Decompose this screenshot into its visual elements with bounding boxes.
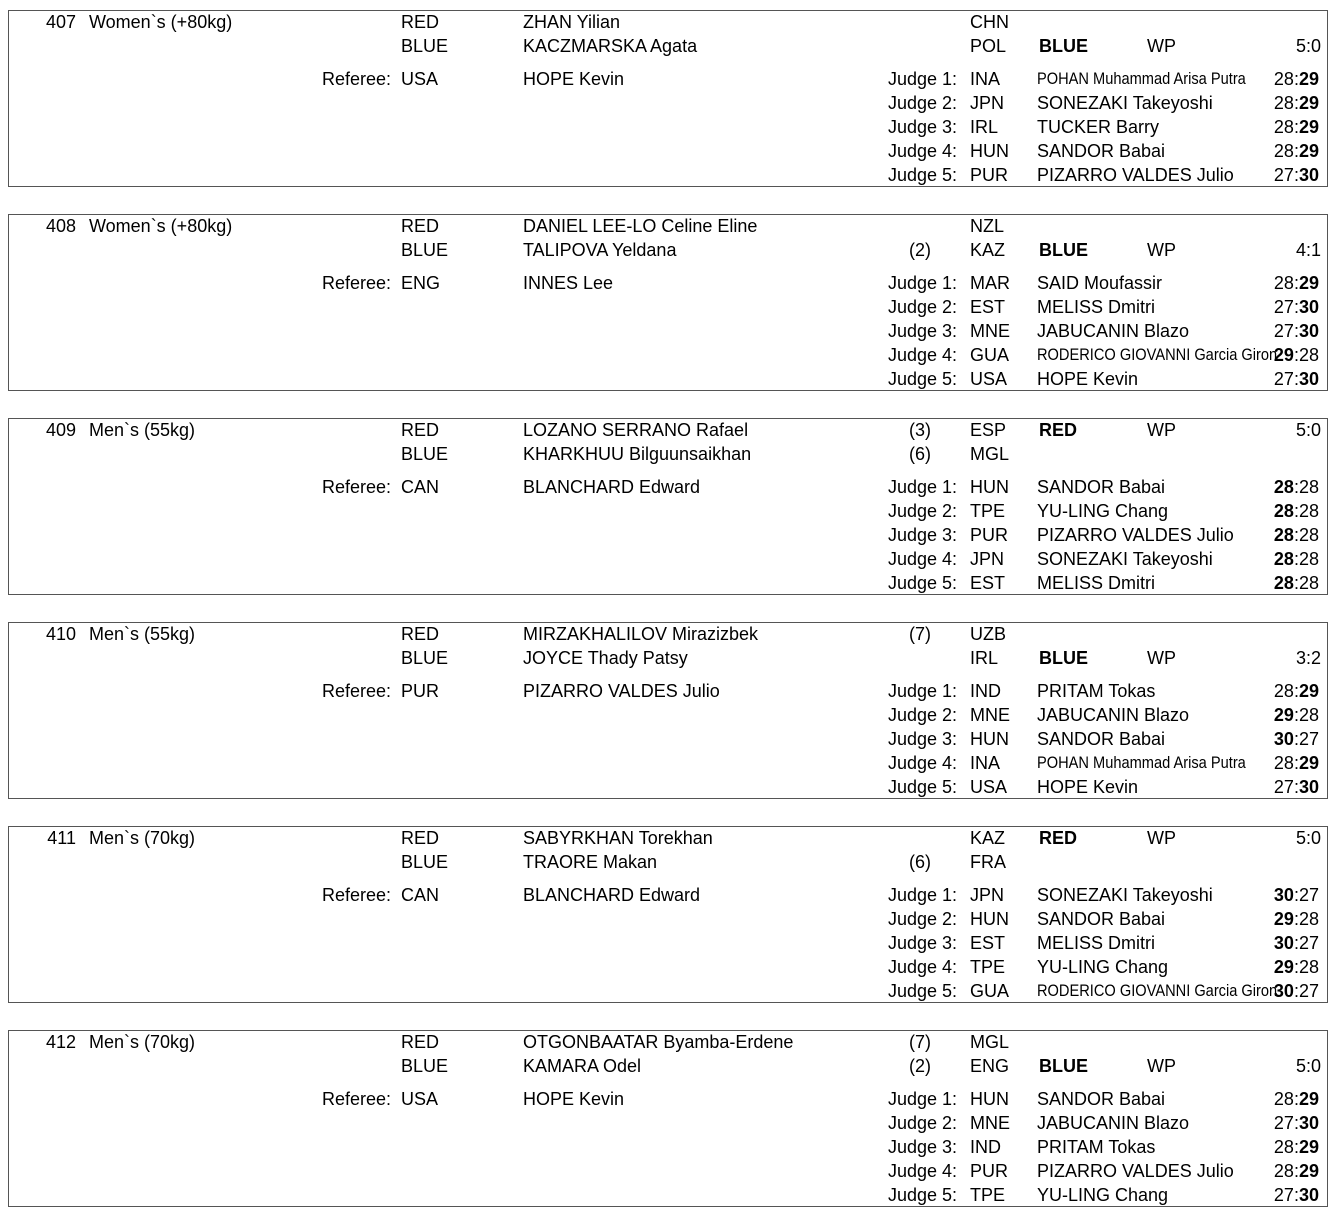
referee-label: Referee: xyxy=(321,69,391,89)
judge-name: SANDOR Babai xyxy=(1037,141,1166,161)
judge-country: EST xyxy=(970,933,1006,953)
judge-label: Judge 5: xyxy=(887,369,957,389)
judge-label: Judge 3: xyxy=(887,729,957,749)
judge-score: 29:28 xyxy=(1273,957,1319,977)
judge-score: 28:29 xyxy=(1273,1089,1319,1109)
judge-country: JPN xyxy=(970,885,1005,905)
judge-name: PRITAM Tokas xyxy=(1037,1137,1156,1157)
judge-label: Judge 5: xyxy=(887,165,957,185)
judge-name: POHAN Muhammad Arisa Putra xyxy=(1037,753,1246,772)
judge-country: HUN xyxy=(970,477,1009,497)
referee-name: INNES Lee xyxy=(523,273,614,293)
blue-score: 27 xyxy=(1298,933,1319,953)
judge-name: RODERICO GIOVANNI Garcia Giron xyxy=(1037,345,1278,364)
judge-country: INA xyxy=(970,753,1001,773)
judge-country: TPE xyxy=(970,501,1006,521)
judge-label: Judge 3: xyxy=(887,933,957,953)
judge-name: PIZARRO VALDES Julio xyxy=(1037,525,1234,545)
red-seed: (7) xyxy=(909,1032,931,1052)
blue-country: IRL xyxy=(970,648,999,668)
judge-score: 27:30 xyxy=(1273,165,1319,185)
winner-corner: BLUE xyxy=(1039,36,1088,56)
red-score: 28 xyxy=(1273,681,1294,701)
red-score: 28 xyxy=(1273,549,1294,569)
judge-label: Judge 3: xyxy=(887,321,957,341)
judge-score: 30:27 xyxy=(1273,933,1319,953)
judge-score: 28:29 xyxy=(1273,681,1319,701)
red-score: 27 xyxy=(1273,297,1294,317)
red-score: 29 xyxy=(1273,705,1294,725)
judge-name: YU-LING Chang xyxy=(1037,501,1169,521)
judge-name: MELISS Dmitri xyxy=(1037,297,1156,317)
red-score: 28 xyxy=(1273,501,1294,521)
decision-type: WP xyxy=(1147,36,1176,56)
judge-name: SAID Moufassir xyxy=(1037,273,1163,293)
judge-score: 28:29 xyxy=(1273,1137,1319,1157)
blue-score: 30 xyxy=(1298,165,1319,185)
bout-block xyxy=(8,826,1328,1003)
red-corner-label: RED xyxy=(401,420,440,440)
judge-name: RODERICO GIOVANNI Garcia Giron xyxy=(1037,981,1278,1000)
judge-country: HUN xyxy=(970,729,1009,749)
blue-corner-label: BLUE xyxy=(401,36,449,56)
judge-label: Judge 1: xyxy=(887,1089,957,1109)
red-country: NZL xyxy=(970,216,1005,236)
judge-label: Judge 2: xyxy=(887,705,957,725)
bout-number: 408 xyxy=(45,216,76,236)
referee-label: Referee: xyxy=(321,477,391,497)
judge-score: 28:28 xyxy=(1273,501,1319,521)
blue-score: 30 xyxy=(1298,1113,1319,1133)
blue-corner-label: BLUE xyxy=(401,1056,449,1076)
bout-block xyxy=(8,418,1328,595)
bout-number: 411 xyxy=(47,828,76,848)
blue-score: 29 xyxy=(1298,753,1319,773)
blue-corner-label: BLUE xyxy=(401,444,449,464)
decision-type: WP xyxy=(1147,240,1176,260)
referee-country: USA xyxy=(401,69,439,89)
judge-name: JABUCANIN Blazo xyxy=(1037,705,1190,725)
red-score: 29 xyxy=(1273,345,1294,365)
red-score: 28 xyxy=(1273,141,1294,161)
judge-score: 28:29 xyxy=(1273,141,1319,161)
red-score: 28 xyxy=(1273,273,1294,293)
blue-score: 27 xyxy=(1298,981,1319,1001)
blue-seed: (6) xyxy=(909,444,931,464)
judge-country: PUR xyxy=(970,1161,1009,1181)
judge-name: HOPE Kevin xyxy=(1037,777,1139,797)
judge-country: TPE xyxy=(970,957,1006,977)
blue-score: 28 xyxy=(1298,705,1319,725)
judge-score: 29:28 xyxy=(1273,705,1319,725)
judge-name: SONEZAKI Takeyoshi xyxy=(1037,549,1213,569)
judge-country: JPN xyxy=(970,549,1005,569)
judge-score: 28:28 xyxy=(1273,573,1319,593)
judge-name: PIZARRO VALDES Julio xyxy=(1037,165,1234,185)
red-score: 28 xyxy=(1273,1161,1294,1181)
judge-label: Judge 1: xyxy=(887,69,957,89)
bout-result: 5:0 xyxy=(1295,828,1321,848)
judge-label: Judge 4: xyxy=(887,1161,957,1181)
red-score: 27 xyxy=(1273,1113,1294,1133)
bout-category: Men`s (55kg) xyxy=(89,624,196,644)
blue-score: 29 xyxy=(1298,117,1319,137)
blue-score: 28 xyxy=(1298,525,1319,545)
judge-country: EST xyxy=(970,297,1006,317)
referee-label: Referee: xyxy=(321,681,391,701)
red-country: MGL xyxy=(970,1032,1010,1052)
bout-number: 409 xyxy=(45,420,76,440)
bout-block xyxy=(8,214,1328,391)
referee-name: BLANCHARD Edward xyxy=(523,477,701,497)
bout-result: 5:0 xyxy=(1295,36,1321,56)
referee-label: Referee: xyxy=(321,1089,391,1109)
red-score: 29 xyxy=(1273,909,1294,929)
judge-label: Judge 3: xyxy=(887,1137,957,1157)
red-corner-label: RED xyxy=(401,1032,440,1052)
red-boxer-name: DANIEL LEE-LO Celine Eline xyxy=(523,216,758,236)
judge-label: Judge 2: xyxy=(887,1113,957,1133)
blue-country: ENG xyxy=(970,1056,1010,1076)
judge-name: YU-LING Chang xyxy=(1037,957,1169,977)
red-score: 28 xyxy=(1273,1089,1294,1109)
blue-score: 30 xyxy=(1298,321,1319,341)
bout-result: 3:2 xyxy=(1295,648,1321,668)
judge-score: 30:27 xyxy=(1273,885,1319,905)
blue-score: 27 xyxy=(1298,885,1319,905)
red-score: 28 xyxy=(1273,525,1294,545)
judge-score: 27:30 xyxy=(1273,321,1319,341)
judge-label: Judge 4: xyxy=(887,141,957,161)
red-score: 30 xyxy=(1273,933,1294,953)
bout-number: 407 xyxy=(45,12,76,32)
judge-country: INA xyxy=(970,69,1001,89)
bout-category: Men`s (70kg) xyxy=(89,828,196,848)
bout-block xyxy=(8,1030,1328,1207)
blue-score: 28 xyxy=(1298,477,1319,497)
red-score: 27 xyxy=(1273,321,1294,341)
judge-name: SONEZAKI Takeyoshi xyxy=(1037,93,1213,113)
blue-score: 28 xyxy=(1298,573,1319,593)
judge-country: EST xyxy=(970,573,1006,593)
judge-country: MNE xyxy=(970,705,1010,725)
red-score: 28 xyxy=(1273,117,1294,137)
referee-name: HOPE Kevin xyxy=(523,69,625,89)
judge-name: SANDOR Babai xyxy=(1037,477,1166,497)
blue-score: 28 xyxy=(1298,501,1319,521)
blue-score: 30 xyxy=(1298,369,1319,389)
judge-label: Judge 1: xyxy=(887,273,957,293)
decision-type: WP xyxy=(1147,828,1176,848)
judge-name: YU-LING Chang xyxy=(1037,1185,1169,1205)
red-score: 29 xyxy=(1273,957,1294,977)
referee-name: BLANCHARD Edward xyxy=(523,885,701,905)
judge-score: 30:27 xyxy=(1273,729,1319,749)
blue-seed: (2) xyxy=(909,240,931,260)
judge-country: HUN xyxy=(970,909,1009,929)
winner-corner: RED xyxy=(1039,828,1078,848)
judge-label: Judge 5: xyxy=(887,981,957,1001)
bout-category: Men`s (55kg) xyxy=(89,420,196,440)
judge-country: USA xyxy=(970,369,1008,389)
blue-boxer-name: TALIPOVA Yeldana xyxy=(523,240,677,260)
bout-category: Women`s (+80kg) xyxy=(89,12,233,32)
judge-country: MNE xyxy=(970,1113,1010,1133)
judge-country: HUN xyxy=(970,1089,1009,1109)
red-score: 30 xyxy=(1273,729,1294,749)
blue-score: 29 xyxy=(1298,69,1319,89)
red-seed: (3) xyxy=(909,420,931,440)
judge-name: MELISS Dmitri xyxy=(1037,573,1156,593)
blue-score: 29 xyxy=(1298,93,1319,113)
judge-country: USA xyxy=(970,777,1008,797)
judge-name: MELISS Dmitri xyxy=(1037,933,1156,953)
judge-score: 28:29 xyxy=(1273,753,1319,773)
judge-score: 27:30 xyxy=(1273,777,1319,797)
judge-label: Judge 2: xyxy=(887,501,957,521)
red-corner-label: RED xyxy=(401,216,440,236)
winner-corner: RED xyxy=(1039,420,1078,440)
judge-label: Judge 5: xyxy=(887,777,957,797)
judge-country: IND xyxy=(970,1137,1001,1157)
red-country: UZB xyxy=(970,624,1006,644)
red-boxer-name: MIRZAKHALILOV Mirazizbek xyxy=(523,624,759,644)
red-score: 28 xyxy=(1273,477,1294,497)
judge-score: 30:27 xyxy=(1273,981,1319,1001)
blue-score: 28 xyxy=(1298,957,1319,977)
blue-country: POL xyxy=(970,36,1007,56)
judge-score: 28:29 xyxy=(1273,117,1319,137)
judge-name: PRITAM Tokas xyxy=(1037,681,1156,701)
judge-country: PUR xyxy=(970,165,1009,185)
blue-corner-label: BLUE xyxy=(401,648,449,668)
referee-country: USA xyxy=(401,1089,439,1109)
red-score: 30 xyxy=(1273,981,1294,1001)
blue-country: MGL xyxy=(970,444,1010,464)
red-country: CHN xyxy=(970,12,1009,32)
judge-name: SANDOR Babai xyxy=(1037,1089,1166,1109)
decision-type: WP xyxy=(1147,1056,1176,1076)
red-country: ESP xyxy=(970,420,1007,440)
judge-score: 27:30 xyxy=(1273,369,1319,389)
blue-score: 29 xyxy=(1298,1089,1319,1109)
judge-score: 27:30 xyxy=(1273,297,1319,317)
referee-country: CAN xyxy=(401,477,440,497)
blue-boxer-name: KAMARA Odel xyxy=(523,1056,642,1076)
decision-type: WP xyxy=(1147,648,1176,668)
judge-label: Judge 2: xyxy=(887,93,957,113)
blue-score: 29 xyxy=(1298,681,1319,701)
judge-score: 28:29 xyxy=(1273,69,1319,89)
red-corner-label: RED xyxy=(401,828,440,848)
blue-boxer-name: JOYCE Thady Patsy xyxy=(523,648,688,668)
red-score: 27 xyxy=(1273,165,1294,185)
blue-score: 28 xyxy=(1298,345,1319,365)
blue-seed: (6) xyxy=(909,852,931,872)
bout-result: 5:0 xyxy=(1295,1056,1321,1076)
winner-corner: BLUE xyxy=(1039,648,1088,668)
red-score: 28 xyxy=(1273,573,1294,593)
blue-score: 27 xyxy=(1298,729,1319,749)
judge-country: GUA xyxy=(970,981,1010,1001)
red-boxer-name: SABYRKHAN Torekhan xyxy=(523,828,713,848)
blue-score: 30 xyxy=(1298,1185,1319,1205)
red-score: 27 xyxy=(1273,1185,1294,1205)
judge-country: HUN xyxy=(970,141,1009,161)
red-score: 27 xyxy=(1273,777,1294,797)
blue-score: 30 xyxy=(1298,297,1319,317)
bout-result: 4:1 xyxy=(1295,240,1321,260)
judge-country: IND xyxy=(970,681,1001,701)
judge-score: 29:28 xyxy=(1273,909,1319,929)
judge-score: 29:28 xyxy=(1273,345,1319,365)
judge-label: Judge 5: xyxy=(887,1185,957,1205)
judge-score: 28:29 xyxy=(1273,273,1319,293)
blue-boxer-name: KHARKHUU Bilguunsaikhan xyxy=(523,444,752,464)
blue-score: 29 xyxy=(1298,273,1319,293)
red-country: KAZ xyxy=(970,828,1006,848)
red-corner-label: RED xyxy=(401,12,440,32)
judge-name: HOPE Kevin xyxy=(1037,369,1139,389)
blue-score: 30 xyxy=(1298,777,1319,797)
judge-country: JPN xyxy=(970,93,1005,113)
bout-result: 5:0 xyxy=(1295,420,1321,440)
judge-country: GUA xyxy=(970,345,1010,365)
judge-label: Judge 4: xyxy=(887,753,957,773)
judge-label: Judge 4: xyxy=(887,549,957,569)
blue-score: 29 xyxy=(1298,1161,1319,1181)
bout-number: 410 xyxy=(45,624,76,644)
referee-name: PIZARRO VALDES Julio xyxy=(523,681,720,701)
blue-corner-label: BLUE xyxy=(401,240,449,260)
blue-score: 29 xyxy=(1298,141,1319,161)
judge-label: Judge 3: xyxy=(887,117,957,137)
judge-score: 27:30 xyxy=(1273,1185,1319,1205)
judge-country: MAR xyxy=(970,273,1010,293)
blue-score: 28 xyxy=(1298,549,1319,569)
red-boxer-name: LOZANO SERRANO Rafael xyxy=(523,420,749,440)
judge-country: TPE xyxy=(970,1185,1006,1205)
judge-country: MNE xyxy=(970,321,1010,341)
judge-name: POHAN Muhammad Arisa Putra xyxy=(1037,69,1246,88)
judge-country: PUR xyxy=(970,525,1009,545)
referee-name: HOPE Kevin xyxy=(523,1089,625,1109)
blue-corner-label: BLUE xyxy=(401,852,449,872)
referee-label: Referee: xyxy=(321,273,391,293)
judge-name: SONEZAKI Takeyoshi xyxy=(1037,885,1213,905)
blue-score: 29 xyxy=(1298,1137,1319,1157)
blue-boxer-name: TRAORE Makan xyxy=(523,852,658,872)
referee-country: PUR xyxy=(401,681,440,701)
judge-label: Judge 2: xyxy=(887,909,957,929)
judge-label: Judge 1: xyxy=(887,681,957,701)
judge-label: Judge 4: xyxy=(887,345,957,365)
winner-corner: BLUE xyxy=(1039,1056,1088,1076)
red-score: 28 xyxy=(1273,753,1294,773)
red-score: 30 xyxy=(1273,885,1294,905)
blue-score: 28 xyxy=(1298,909,1319,929)
red-score: 28 xyxy=(1273,93,1294,113)
judge-name: SANDOR Babai xyxy=(1037,909,1166,929)
blue-seed: (2) xyxy=(909,1056,931,1076)
red-boxer-name: OTGONBAATAR Byamba-Erdene xyxy=(523,1032,794,1052)
referee-country: ENG xyxy=(401,273,441,293)
judge-label: Judge 1: xyxy=(887,477,957,497)
red-seed: (7) xyxy=(909,624,931,644)
blue-country: KAZ xyxy=(970,240,1006,260)
red-corner-label: RED xyxy=(401,624,440,644)
judge-name: TUCKER Barry xyxy=(1037,117,1160,137)
judge-name: PIZARRO VALDES Julio xyxy=(1037,1161,1234,1181)
judge-country: IRL xyxy=(970,117,999,137)
referee-label: Referee: xyxy=(321,885,391,905)
judge-score: 28:29 xyxy=(1273,93,1319,113)
red-score: 27 xyxy=(1273,369,1294,389)
judge-score: 28:28 xyxy=(1273,477,1319,497)
bout-block xyxy=(8,10,1328,187)
referee-country: CAN xyxy=(401,885,440,905)
red-score: 28 xyxy=(1273,69,1294,89)
red-boxer-name: ZHAN Yilian xyxy=(523,12,621,32)
blue-boxer-name: KACZMARSKA Agata xyxy=(523,36,698,56)
judge-label: Judge 4: xyxy=(887,957,957,977)
judge-score: 27:30 xyxy=(1273,1113,1319,1133)
bout-category: Men`s (70kg) xyxy=(89,1032,196,1052)
judge-label: Judge 1: xyxy=(887,885,957,905)
judge-name: SANDOR Babai xyxy=(1037,729,1166,749)
red-score: 28 xyxy=(1273,1137,1294,1157)
bout-block xyxy=(8,622,1328,799)
judge-name: JABUCANIN Blazo xyxy=(1037,321,1190,341)
winner-corner: BLUE xyxy=(1039,240,1088,260)
blue-country: FRA xyxy=(970,852,1006,872)
bout-number: 412 xyxy=(45,1032,76,1052)
judge-label: Judge 5: xyxy=(887,573,957,593)
judge-name: JABUCANIN Blazo xyxy=(1037,1113,1190,1133)
judge-score: 28:28 xyxy=(1273,525,1319,545)
decision-type: WP xyxy=(1147,420,1176,440)
judge-score: 28:29 xyxy=(1273,1161,1319,1181)
judge-score: 28:28 xyxy=(1273,549,1319,569)
bout-category: Women`s (+80kg) xyxy=(89,216,233,236)
judge-label: Judge 3: xyxy=(887,525,957,545)
judge-label: Judge 2: xyxy=(887,297,957,317)
